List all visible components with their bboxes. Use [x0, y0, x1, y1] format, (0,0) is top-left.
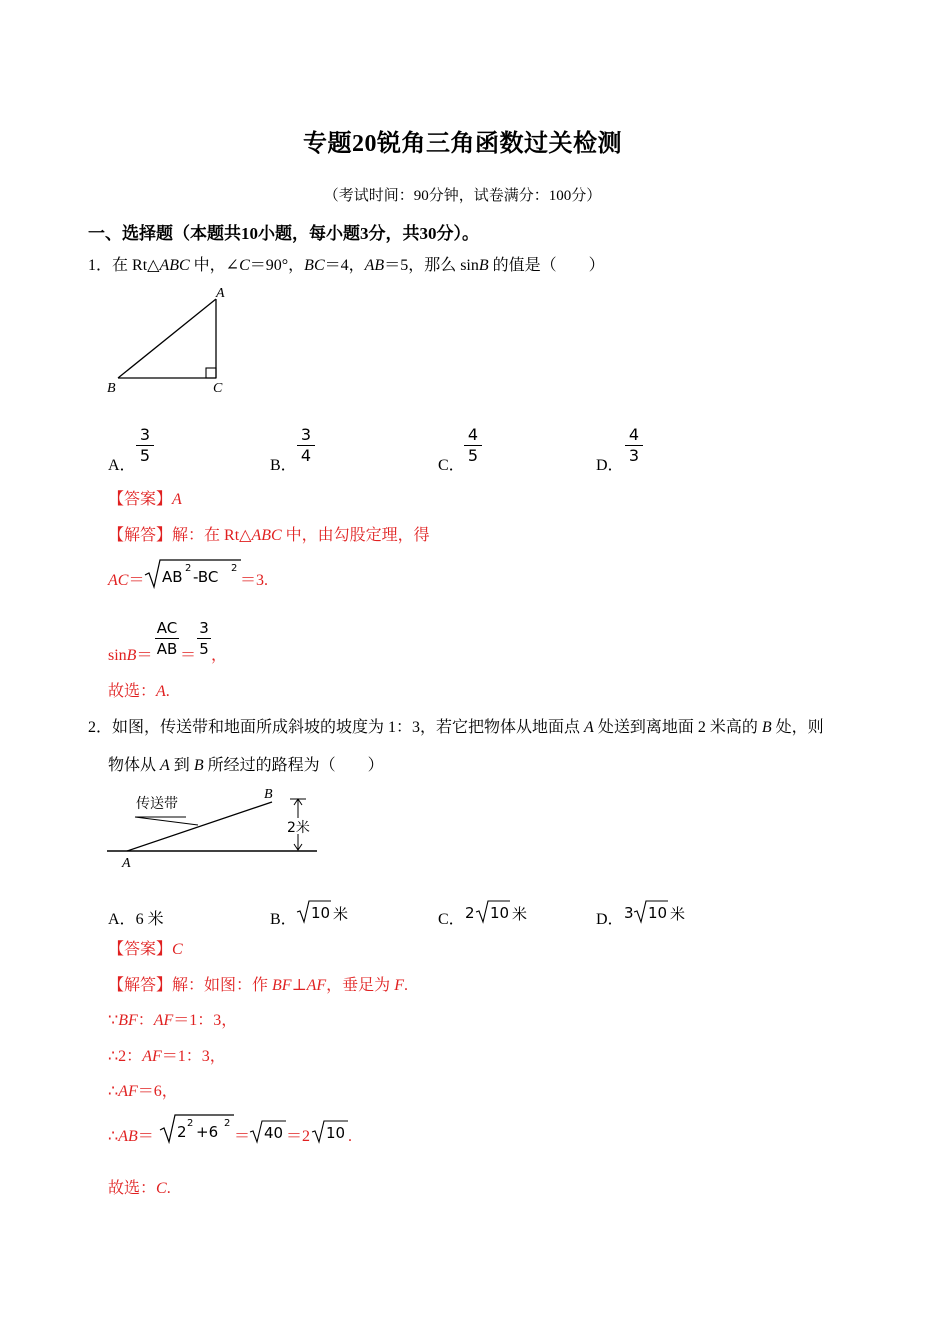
svg-text:10: 10 — [648, 904, 668, 922]
section-heading: 一、选择题（本题共10小题，每小题3分，共30分）。 — [88, 224, 479, 243]
svg-text:2: 2 — [177, 1123, 187, 1141]
svg-text:米: 米 — [670, 905, 686, 923]
svg-text:2: 2 — [224, 1118, 231, 1129]
right-angle-mark — [206, 368, 216, 378]
q1-answer: 【答案】A — [108, 491, 182, 508]
q2-option-d-radical[interactable] — [624, 898, 694, 926]
option-a-fraction[interactable]: 3 5 — [136, 426, 154, 465]
fraction-3-over-5: 3 5 — [197, 619, 211, 658]
q2-solution-line2: ∵BF：AF＝1：3， — [108, 1012, 238, 1029]
sqrt-10 — [310, 1118, 350, 1146]
exam-info: （考试时间：90分钟，试卷满分：100分） — [323, 188, 602, 204]
q1-solution-ac-result: ＝3. — [240, 572, 269, 589]
question-2-stem-line1: 2．如图，传送带和地面所成斜坡的坡度为 1：3，若它把物体从地面点 A 处送到离地面 2 米高的 B 处，则 — [88, 719, 824, 736]
q1-solution-ac: AC＝ — [108, 572, 145, 589]
svg-text:-BC: -BC — [193, 568, 219, 586]
q2-solution-line3: ∴2：AF＝1：3， — [108, 1048, 226, 1065]
vertex-a-label: A — [216, 286, 225, 301]
svg-text:40: 40 — [264, 1124, 284, 1142]
svg-text:2: 2 — [465, 904, 475, 922]
option-a-letter[interactable]: A． — [108, 457, 136, 474]
conveyor-belt-figure — [100, 782, 325, 872]
q2-solution-line1: 【解答】解：如图：作 BF⊥AF，垂足为 F. — [108, 977, 408, 994]
q2-solution-ab: ∴AB＝ — [108, 1128, 154, 1145]
option-b-letter[interactable]: B． — [270, 457, 297, 474]
option-c-fraction[interactable]: 4 5 — [464, 426, 482, 465]
q2-option-b-letter[interactable]: B． — [270, 911, 297, 928]
q2-conclusion: 故选：C. — [108, 1180, 171, 1197]
option-d-letter[interactable]: D． — [596, 457, 624, 474]
svg-text:AB: AB — [162, 568, 183, 586]
q2-option-b-radical[interactable] — [295, 898, 355, 926]
q2-solution-period: . — [348, 1128, 352, 1145]
q2-solution-eq1: ＝ — [234, 1128, 251, 1145]
svg-text:10: 10 — [311, 904, 331, 922]
option-b-fraction[interactable]: 3 4 — [297, 426, 315, 465]
point-b-label: B — [264, 787, 273, 802]
q1-solution-sinb: sinB＝ — [108, 647, 153, 664]
q2-solution-eq2: ＝2 — [286, 1128, 311, 1145]
belt-pointer — [135, 817, 198, 825]
fraction-ac-over-ab: AC AB — [156, 619, 178, 658]
svg-text:3: 3 — [624, 904, 634, 922]
sqrt-ab2-bc2 — [143, 557, 243, 591]
svg-text:2: 2 — [231, 563, 238, 574]
svg-text:米: 米 — [512, 905, 528, 923]
option-c-letter[interactable]: C． — [438, 457, 465, 474]
option-d-fraction[interactable]: 4 3 — [625, 426, 643, 465]
svg-text:10: 10 — [326, 1124, 346, 1142]
svg-text:米: 米 — [333, 905, 349, 923]
q1-solution-comma: ， — [211, 647, 228, 664]
q1-conclusion: 故选：A. — [108, 683, 170, 700]
height-label: 2米 — [287, 820, 310, 836]
q2-option-c-radical[interactable] — [465, 898, 535, 926]
svg-text:2: 2 — [187, 1118, 194, 1129]
sqrt-40 — [248, 1118, 288, 1146]
q2-option-c-letter[interactable]: C． — [438, 911, 465, 928]
q1-solution-eq: ＝ — [180, 647, 197, 664]
vertex-b-label: B — [107, 381, 116, 396]
point-a-label: A — [122, 856, 131, 871]
q2-option-d-letter[interactable]: D． — [596, 911, 624, 928]
page-title: 专题20锐角三角函数过关检测 — [303, 131, 622, 157]
sqrt-2sq-plus-6sq — [158, 1112, 238, 1146]
right-triangle-figure — [100, 282, 240, 397]
svg-text:2: 2 — [185, 563, 192, 574]
q1-solution-line1: 【解答】解：在 Rt△ABC 中，由勾股定理，得 — [108, 527, 430, 544]
svg-text:10: 10 — [490, 904, 510, 922]
belt-label: 传送带 — [136, 796, 178, 812]
q2-option-a[interactable]: A．6 米 — [108, 911, 164, 928]
question-2-stem-line2: 物体从 A 到 B 所经过的路程为（ ） — [108, 757, 384, 774]
q2-solution-line4: ∴AF＝6， — [108, 1083, 178, 1100]
question-1-stem: 1．在 Rt△ABC 中，∠C＝90°，BC＝4，AB＝5，那么 sinB 的值是（ ） — [88, 257, 605, 274]
vertex-c-label: C — [213, 381, 223, 396]
svg-text:+6: +6 — [196, 1123, 219, 1141]
hypotenuse-ab — [118, 299, 216, 378]
q2-answer: 【答案】C — [108, 941, 183, 958]
